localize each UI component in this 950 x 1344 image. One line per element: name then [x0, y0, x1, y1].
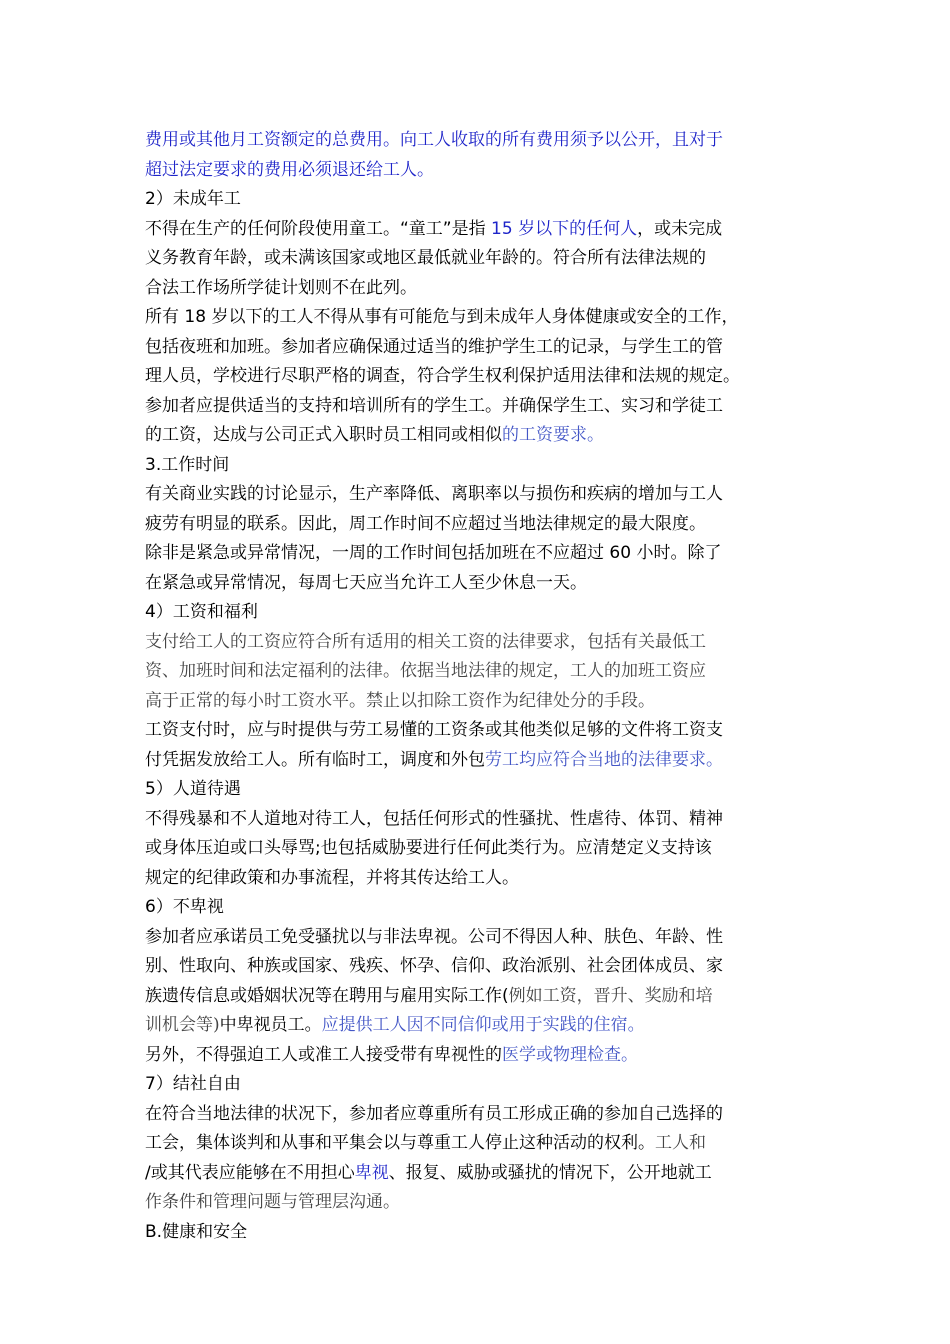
highlight-medical-exam: 医学或物理检查。 — [502, 1044, 638, 1065]
text-run: 、报复、威胁或骚扰的情况下，公开地就工 — [388, 1162, 712, 1183]
hours-paragraph-1-line-1: 有关商业实践的讨论显示，生产率降低、离职率以与损伤和疾病的增加与工人 — [145, 484, 723, 504]
highlight-labor-law: 劳工均应符合当地的法律要求。 — [485, 749, 723, 770]
minors-paragraph-2-line-1: 所有 18 岁以下的工人不得从事有可能危与到未成年人身体健康或安全的工作， — [145, 307, 739, 327]
intro-line-2: 超过法定要求的费用必须退还给工人。 — [145, 159, 434, 180]
minors-paragraph-1-line-1 — [145, 215, 810, 245]
intro-line-1: 费用或其他月工资额定的总费用。向工人收取的所有费用须予以公开，且对于 — [145, 130, 723, 150]
wages-paragraph-2-line-2 — [145, 746, 810, 776]
nondiscrimination-paragraph-2-line-1 — [145, 1041, 810, 1071]
text-run: 例如工资，晋升、奖励和培 — [508, 985, 713, 1006]
highlight-discrimination: 卑视 — [354, 1162, 389, 1183]
minors-paragraph-2-line-2: 包括夜班和加班。参加者应确保通过适当的维护学生工的记录，与学生工的管 — [145, 336, 723, 357]
humane-paragraph-line-3: 规定的纪律政策和办事流程，并将其传达给工人。 — [145, 867, 519, 888]
text-run: 工会，集体谈判和从事和平集会以与尊重工人停止这种活动的权利。 — [145, 1133, 655, 1153]
wages-paragraph-1-line-1: 支付给工人的工资应符合所有适用的相关工资的法律要求，包括有关最低工 — [145, 631, 706, 652]
highlight-wage-requirement: 的工资要求。 — [502, 425, 604, 445]
section-heading-wages: 4）工资和福利 — [145, 602, 258, 622]
nondiscrimination-line-2: 别、性取向、种族或国家、残疾、怀孕、信仰、政治派别、社会团体成员、家 — [145, 956, 723, 976]
minors-paragraph-1-line-3: 合法工作场所学徒计划则不在此列。 — [145, 277, 417, 298]
minors-paragraph-2-line-4: 参加者应提供适当的支持和培训所有的学生工。并确保学生工、实习和学徒工 — [145, 395, 723, 416]
text-run: 族遗传信息或婚姻状况等在聘用与雇用实际工作( — [145, 985, 509, 1006]
association-line-1: 在符合当地法律的状况下，参加者应尊重所有员工形成正确的参加自己选择的 — [145, 1103, 723, 1124]
section-heading-working-hours: 3.工作时间 — [145, 454, 230, 475]
humane-paragraph-line-1: 不得残暴和不人道地对待工人，包括任何形式的性骚扰、性虐待、体罚、精神 — [145, 808, 723, 829]
wages-paragraph-1-line-2: 资、加班时间和法定福利的法律。依据当地法律的规定，工人的加班工资应 — [145, 661, 706, 681]
nondiscrimination-line-1: 参加者应承诺员工免受骚扰以与非法卑视。公司不得因人种、肤色、年龄、性 — [145, 926, 723, 947]
association-line-3 — [145, 1159, 810, 1189]
association-line-2 — [145, 1129, 810, 1159]
section-heading-non-discrimination: 6）不卑视 — [145, 897, 224, 917]
text-run: 的工资，达成与公司正式入职时员工相同或相似 — [145, 425, 502, 445]
hours-paragraph-1-line-2: 疲劳有明显的联系。因此，周工作时间不应超过当地法律规定的最大限度。 — [145, 513, 706, 534]
minors-paragraph-2-line-5 — [145, 421, 810, 451]
text-run: 中卑视员工。 — [219, 1015, 322, 1035]
section-heading-humane-treatment: 5）人道待遇 — [145, 779, 241, 799]
wages-paragraph-1-line-3: 高于正常的每小时工资水平。禁止以扣除工资作为纪律处分的手段。 — [145, 690, 655, 711]
hours-paragraph-2-line-2: 在紧急或异常情况，每周七天应当允许工人至少休息一天。 — [145, 572, 587, 593]
nondiscrimination-line-4 — [145, 1011, 810, 1041]
association-line-4: 作条件和管理问题与管理层沟通。 — [145, 1192, 400, 1212]
text-run: 付凭据发放给工人。所有临时工，调度和外包 — [145, 749, 485, 770]
section-heading-health-and-safety: B.健康和安全 — [145, 1221, 248, 1242]
wages-paragraph-2-line-1: 工资支付时，应与时提供与劳工易懂的工资条或其他类似足够的文件将工资支 — [145, 720, 723, 740]
hours-paragraph-2-line-1: 除非是紧急或异常情况，一周的工作时间包括加班在不应超过 60 小时。除了 — [145, 543, 722, 563]
text-run: 工人和 — [655, 1133, 706, 1153]
humane-paragraph-line-2: 或身体压迫或口头辱骂;也包括威胁要进行任何此类行为。应清楚定义支持该 — [145, 838, 712, 858]
minors-paragraph-2-line-3: 理人员，学校进行尽职严格的调查，符合学生权利保护适用法律和法规的规定。 — [145, 366, 740, 386]
text-run: 不得在生产的任何阶段使用童工。“童工”是指 — [145, 218, 486, 239]
highlight-age-15: 15 岁以下的任何人 — [485, 218, 638, 239]
nondiscrimination-line-3 — [145, 982, 810, 1012]
text-run: ，或未完成 — [637, 218, 723, 239]
text-run: 另外，不得强迫工人或准工人接受带有卑视性的 — [145, 1044, 502, 1065]
text-run: /或其代表应能够在不用担心 — [145, 1162, 355, 1183]
highlight-accommodation: 应提供工人因不同信仰或用于实践的住宿。 — [321, 1015, 645, 1035]
section-heading-minors: 2）未成年工 — [145, 189, 241, 209]
text-run: 训机会等) — [145, 1015, 220, 1035]
document-page — [145, 126, 810, 1247]
minors-paragraph-1-line-2: 义务教育年龄，或未满该国家或地区最低就业年龄的。符合所有法律法规的 — [145, 248, 706, 268]
section-heading-freedom-of-association: 7）结社自由 — [145, 1074, 241, 1094]
